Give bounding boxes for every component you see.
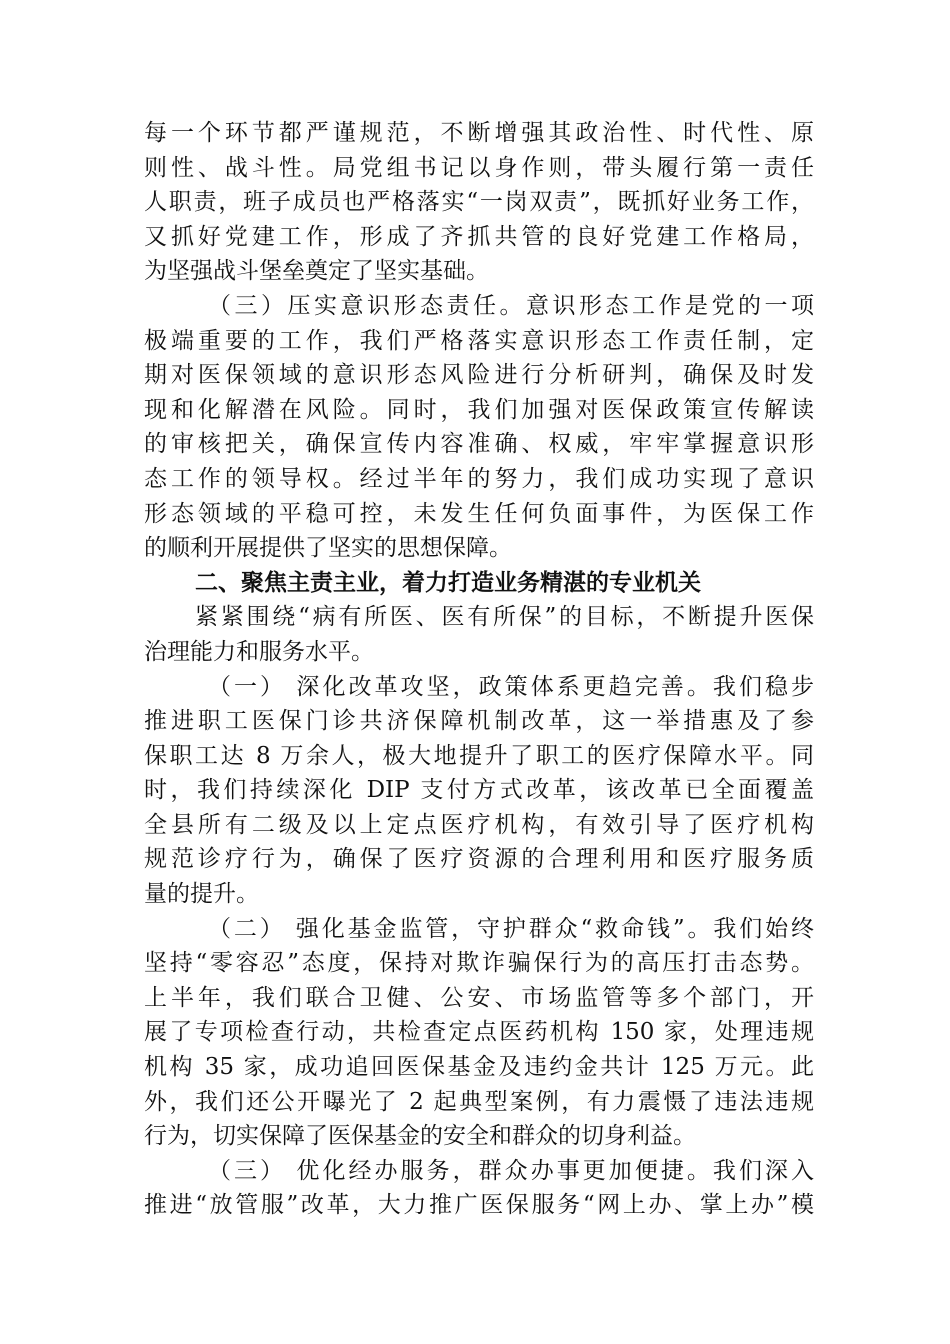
text-line: 行为，切实保障了医保基金的安全和群众的切身利益。: [144, 1123, 696, 1150]
text-line: 全县所有二级及以上定点医疗机构，有效引导了医疗机构: [144, 811, 814, 838]
text-line: （二） 强化基金监管，守护群众“救命钱”。我们始终: [208, 915, 814, 942]
text-line: （一） 深化改革攻坚，政策体系更趋完善。我们稳步: [208, 673, 814, 700]
text-line: 又抓好党建工作，形成了齐抓共管的良好党建工作格局，: [144, 223, 814, 250]
text-line: 现和化解潜在风险。同时，我们加强对医保政策宣传解读: [144, 396, 814, 423]
text-line: 每一个环节都严谨规范，不断增强其政治性、时代性、原: [144, 120, 814, 146]
text-line: 上半年，我们联合卫健、公安、市场监管等多个部门，开: [144, 984, 814, 1011]
text-line: 为坚强战斗堡垒奠定了坚实基础。: [144, 258, 489, 285]
text-line: 期对医保领域的意识形态风险进行分析研判，确保及时发: [144, 362, 814, 389]
text-line: 推进职工医保门诊共济保障机制改革，这一举措惠及了参: [144, 708, 814, 735]
text-line: 紧紧围绕“病有所医、医有所保”的目标，不断提升医保: [195, 604, 814, 631]
text-line: 人职责，班子成员也严格落实“一岗双责”，既抓好业务工作，: [144, 189, 814, 216]
text-line: 外，我们还公开曝光了 2 起典型案例，有力震慑了违法违规: [144, 1088, 814, 1115]
text-line: 量的提升。: [144, 881, 259, 908]
text-line: 时，我们持续深化 DIP 支付方式改革，该改革已全面覆盖: [144, 777, 814, 804]
text-line: 的顺利开展提供了坚实的思想保障。: [144, 535, 512, 562]
text-line: 规范诊疗行为，确保了医疗资源的合理利用和医疗服务质: [144, 846, 814, 873]
text-line: 形态领域的平稳可控，未发生任何负面事件，为医保工作: [144, 500, 814, 527]
text-line: 机构 35 家，成功追回医保基金及违约金共计 125 万元。此: [144, 1054, 814, 1081]
text-line: 的审核把关，确保宣传内容准确、权威，牢牢掌握意识形: [144, 431, 814, 458]
section-heading: 二、聚焦主责主业，着力打造业务精湛的专业机关: [195, 568, 701, 596]
text-line: 保职工达 8 万余人，极大地提升了职工的医疗保障水平。同: [144, 742, 814, 769]
text-line: （三）压实意识形态责任。意识形态工作是党的一项: [208, 292, 814, 319]
text-line: 坚持“零容忍”态度，保持对欺诈骗保行为的高压打击态势。: [144, 950, 814, 977]
text-line: 则性、战斗性。局党组书记以身作则，带头履行第一责任: [144, 154, 814, 181]
text-line: 态工作的领导权。经过半年的努力，我们成功实现了意识: [144, 465, 814, 492]
text-line: 治理能力和服务水平。: [144, 638, 374, 665]
text-line: 推进“放管服”改革，大力推广医保服务“网上办、掌上办”模: [144, 1192, 814, 1219]
document-body: [144, 116, 814, 1223]
text-line: 展了专项检查行动，共检查定点医药机构 150 家，处理违规: [144, 1019, 814, 1046]
text-line: （三） 优化经办服务，群众办事更加便捷。我们深入: [208, 1157, 814, 1184]
text-line: 极端重要的工作，我们严格落实意识形态工作责任制，定: [144, 327, 814, 354]
